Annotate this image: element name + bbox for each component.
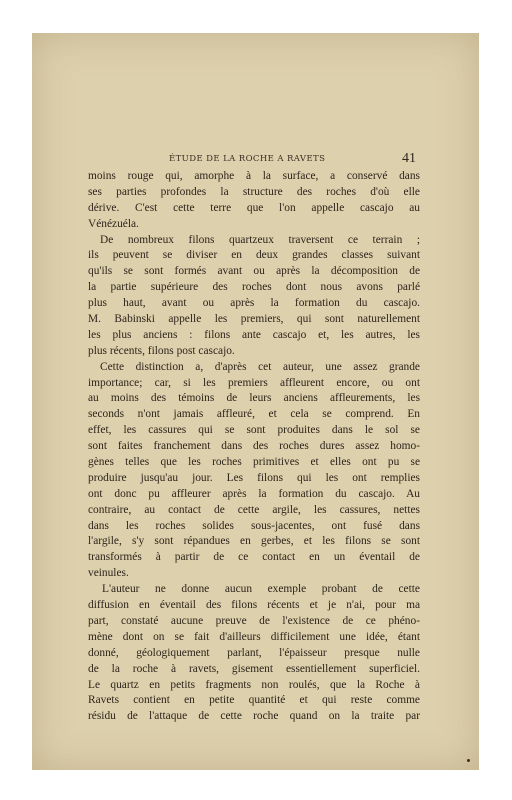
text-line: effet, les cassures qui se sont produites dans le sol se bbox=[88, 424, 420, 437]
text-line: M. Babinski appelle les premiers, qui sont naturellement bbox=[88, 313, 420, 326]
text-line: contraire, au contact de cette argile, les cassures, nettes bbox=[88, 503, 420, 516]
text-line: dans les roches solides sous-jacentes, ont fusé dans bbox=[88, 519, 420, 532]
text-line: veinules. bbox=[88, 567, 129, 580]
text-line: De nombreux filons quartzeux traversent ce terrain ; bbox=[100, 233, 420, 246]
text-line: L'auteur ne donne aucun exemple probant de cette bbox=[102, 583, 420, 596]
text-line: plus récents, filons post cascajo. bbox=[88, 344, 235, 357]
text-line: seconds n'ont jamais affleuré, et cela se comprend. En bbox=[88, 408, 420, 421]
text-line: dérive. C'est cette terre que l'on appelle cascajo au bbox=[88, 201, 420, 214]
text-line: produire jusqu'au jour. Les filons qui les ont remplies bbox=[88, 471, 420, 484]
text-line: donné, géologiquement parlant, l'épaisseur presque nulle bbox=[88, 646, 420, 659]
print-speck bbox=[467, 759, 470, 762]
text-line: la partie supérieure des roches dont nous avons parlé bbox=[88, 281, 420, 294]
text-line: de la roche à ravets, gisement essentiellement superficiel. bbox=[88, 662, 420, 675]
text-line: sont faites franchement dans des roches dures assez homo- bbox=[88, 440, 420, 453]
text-line: diffusion en éventail des filons récents et je n'ai, pour ma bbox=[88, 599, 420, 612]
text-line: ils peuvent se diviser en deux grandes classes suivant bbox=[88, 249, 420, 262]
text-line: mène dont on se fait d'ailleurs difficilement une idée, étant bbox=[88, 630, 420, 643]
text-line: importance; car, si les premiers affleurent encore, ou ont bbox=[88, 376, 420, 389]
text-line: Cette distinction a, d'après cet auteur, une assez grande bbox=[100, 360, 420, 373]
text-line: part, constaté aucune preuve de l'existence de ce phéno- bbox=[88, 614, 420, 627]
text-line: Ravets contient en petite quantité et qui reste comme bbox=[88, 694, 420, 707]
text-line: l'argile, s'y sont répandues en gerbes, et les filons se sont bbox=[88, 535, 420, 548]
text-line: résidu de l'attaque de cette roche quand on la traite par bbox=[88, 710, 420, 723]
text-line: qu'ils se sont formés avant ou après la décomposition de bbox=[88, 265, 420, 278]
page-header bbox=[32, 151, 479, 167]
text-line: ses parties profondes la structure des roches d'où elle bbox=[88, 185, 420, 198]
text-line: les plus anciens : filons ante cascajo et, les autres, les bbox=[88, 328, 420, 341]
text-line: ont donc pu affleurer après la formation du cascajo. Au bbox=[88, 487, 420, 500]
page-number: 41 bbox=[402, 151, 416, 166]
text-line: gènes telles que les roches primitives et elles ont pu se bbox=[88, 456, 420, 469]
text-line: transformés à partir de ce contact en un éventail de bbox=[88, 551, 420, 564]
book-page bbox=[32, 33, 479, 770]
body-text bbox=[88, 169, 420, 725]
text-line: moins rouge qui, amorphe à la surface, a conservé dans bbox=[88, 170, 420, 182]
text-line: Vénézuéla. bbox=[88, 217, 139, 230]
text-line: Le quartz en petits fragments non roulés, que la Roche à bbox=[88, 678, 420, 691]
running-head: ÉTUDE DE LA ROCHE A RAVETS bbox=[169, 154, 326, 164]
text-line: au moins des témoins de leurs anciens affleurements, les bbox=[88, 392, 420, 405]
text-line: plus haut, avant ou après la formation du cascajo. bbox=[88, 297, 420, 310]
